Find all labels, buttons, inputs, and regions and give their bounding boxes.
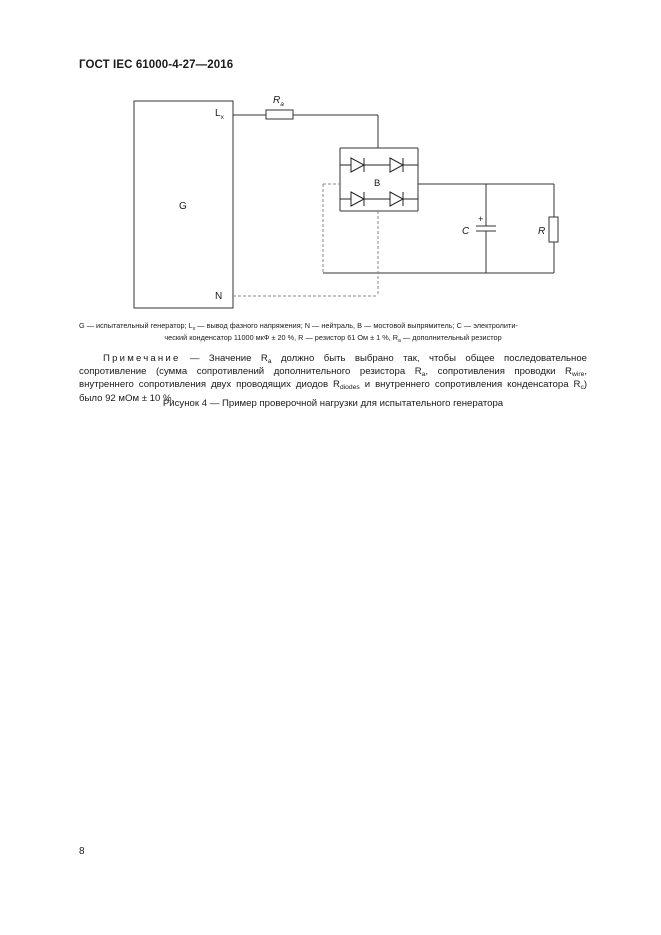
circuit-diagram bbox=[0, 0, 661, 330]
diode-1 bbox=[351, 158, 364, 172]
figure-caption: Рисунок 4 — Пример проверочной нагрузки для испытательного генератора bbox=[162, 398, 504, 409]
note-paragraph: Примечание — Значение $R_a$ должно быть выбрано так, чтобы общее последовательное сопротивление (сумма сопротивлений дополнительного резистора $R_a$, сопротивления проводки $R_{wire}$, внутреннего сопротивления двух проводящих диодов $R_{diodes}$ и внутреннего сопротивления конденсатора $R_c$) было 92 мОм ± 10 %. bbox=[79, 353, 588, 404]
terminal-n-label: N bbox=[215, 291, 223, 302]
diode-3 bbox=[351, 192, 364, 206]
figure-legend bbox=[79, 320, 587, 344]
legend-line-2: ческий конденсатор 11000 мкФ ± 20 %, R — резистор 61 Ом ± 1 %, $R_a$ — дополнительный резистор bbox=[164, 333, 502, 344]
generator-label: G bbox=[179, 201, 187, 212]
resistor-r bbox=[549, 217, 558, 242]
legend-line-1: G — испытательный генератор; $L_x$ — вывод фазного напряжения; N — нейтраль, B — мостовой выпрямитель; C — электролити- bbox=[79, 321, 518, 332]
resistor-ra bbox=[266, 110, 293, 119]
resistor-ra-label: $R_a$ bbox=[273, 95, 284, 108]
terminal-lx-label: $L_x$ bbox=[215, 108, 224, 121]
diode-4 bbox=[390, 192, 403, 206]
bridge-label: B bbox=[374, 178, 381, 189]
page-number: 8 bbox=[79, 846, 85, 857]
capacitor-label: C bbox=[462, 226, 470, 237]
note-lead: Примечание bbox=[103, 353, 181, 364]
capacitor-polarity: + bbox=[478, 214, 484, 224]
document-header: ГОСТ IEC 61000-4-27—2016 bbox=[79, 59, 234, 71]
diode-2 bbox=[390, 158, 403, 172]
resistor-r-label: R bbox=[538, 226, 546, 237]
